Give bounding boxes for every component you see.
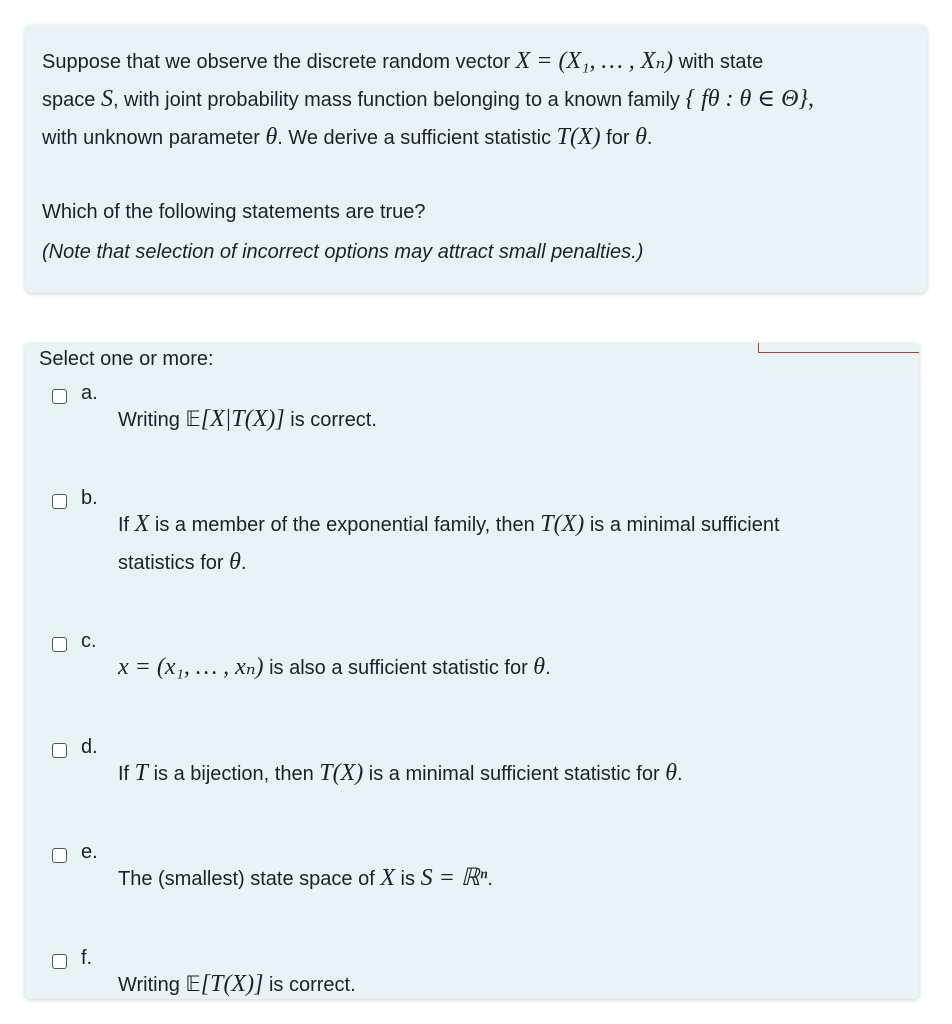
- question-text: Suppose that we observe the discrete random vector: [42, 51, 516, 73]
- question-line-1: [42, 43, 910, 81]
- question-text: with state: [673, 51, 764, 73]
- option-letter: c.: [81, 630, 97, 652]
- text: If: [118, 763, 135, 785]
- math-theta: θ: [635, 124, 647, 150]
- text: Writing: [118, 974, 186, 996]
- text: is a bijection, then: [148, 763, 320, 785]
- text: If: [118, 514, 135, 536]
- option-letter: b.: [81, 487, 98, 509]
- checkbox-a[interactable]: [52, 389, 67, 404]
- option-text: [118, 506, 898, 582]
- option-c[interactable]: [25, 630, 919, 697]
- option-text: [118, 649, 898, 687]
- question-text: for: [600, 127, 636, 149]
- option-letter: e.: [81, 841, 98, 863]
- option-a[interactable]: [25, 382, 919, 449]
- question-line-3: [42, 119, 910, 157]
- option-letter: f.: [81, 947, 93, 969]
- option-e[interactable]: [25, 841, 919, 908]
- text: is: [395, 868, 421, 890]
- math-x: X: [134, 511, 150, 537]
- select-prompt: Select one or more:: [39, 348, 214, 370]
- question-prompt: Which of the following statements are true?: [42, 201, 426, 223]
- text: is a minimal sufficient statistic for: [363, 763, 666, 785]
- math-theta: θ: [229, 549, 241, 575]
- math-theta: θ: [665, 760, 677, 786]
- question-line-2: [42, 81, 910, 119]
- question-text: , with joint probability mass function belonging to a known family: [112, 89, 686, 111]
- text: is a minimal sufficient: [584, 514, 780, 536]
- text: is a member of the exponential family, then: [149, 514, 541, 536]
- question-text: . We derive a sufficient statistic: [277, 127, 557, 149]
- math-state-space: S = ℝⁿ: [420, 865, 488, 891]
- question-text-panel: [25, 25, 927, 293]
- text: statistics for: [118, 552, 230, 574]
- math-expr: [X|T(X)]: [200, 406, 285, 432]
- checkbox-c[interactable]: [52, 637, 67, 652]
- math-statistic: T(X): [540, 511, 585, 537]
- math-family: { fθ : θ ∈ Θ},: [685, 86, 814, 112]
- checkbox-d[interactable]: [52, 743, 67, 758]
- option-text: [118, 755, 898, 793]
- question-note: (Note that selection of incorrect options may attract small penalties.): [42, 241, 644, 263]
- text: .: [487, 868, 493, 890]
- option-f[interactable]: [25, 947, 919, 1014]
- option-text: [118, 860, 898, 898]
- math-theta: θ: [533, 654, 546, 680]
- math-random-vector: X = (X₁, … , Xₙ): [515, 48, 674, 74]
- text: is correct.: [263, 974, 356, 996]
- checkbox-e[interactable]: [52, 848, 67, 863]
- option-letter: d.: [81, 736, 98, 758]
- answer-panel: [25, 343, 919, 999]
- text: The (smallest) state space of: [118, 868, 381, 890]
- math-expr: [T(X)]: [200, 971, 264, 997]
- checkbox-f[interactable]: [52, 954, 67, 969]
- question-text: with unknown parameter: [42, 127, 266, 149]
- text: is also a sufficient statistic for: [263, 657, 534, 679]
- option-d[interactable]: [25, 736, 919, 803]
- question-text: .: [646, 127, 653, 149]
- option-b[interactable]: [25, 487, 919, 575]
- checkbox-b[interactable]: [52, 494, 67, 509]
- option-text: [118, 966, 898, 1004]
- text: Writing: [118, 409, 186, 431]
- text: .: [545, 657, 551, 679]
- option-text: [118, 401, 898, 439]
- math-statistic: T(X): [556, 124, 601, 150]
- math-t: T: [134, 760, 149, 786]
- question-text: space: [42, 89, 101, 111]
- text: .: [240, 552, 247, 574]
- text: is correct.: [284, 409, 377, 431]
- math-sample: x = (x₁, … , xₙ): [118, 654, 264, 680]
- math-state-space: S: [100, 86, 113, 112]
- math-expectation: 𝔼: [185, 972, 201, 996]
- math-expectation: 𝔼: [185, 407, 201, 431]
- text: .: [677, 763, 683, 785]
- math-theta: θ: [265, 124, 278, 150]
- math-statistic: T(X): [319, 760, 364, 786]
- option-letter: a.: [81, 382, 98, 404]
- flag-indicator: [758, 343, 919, 353]
- math-x: X: [380, 865, 395, 891]
